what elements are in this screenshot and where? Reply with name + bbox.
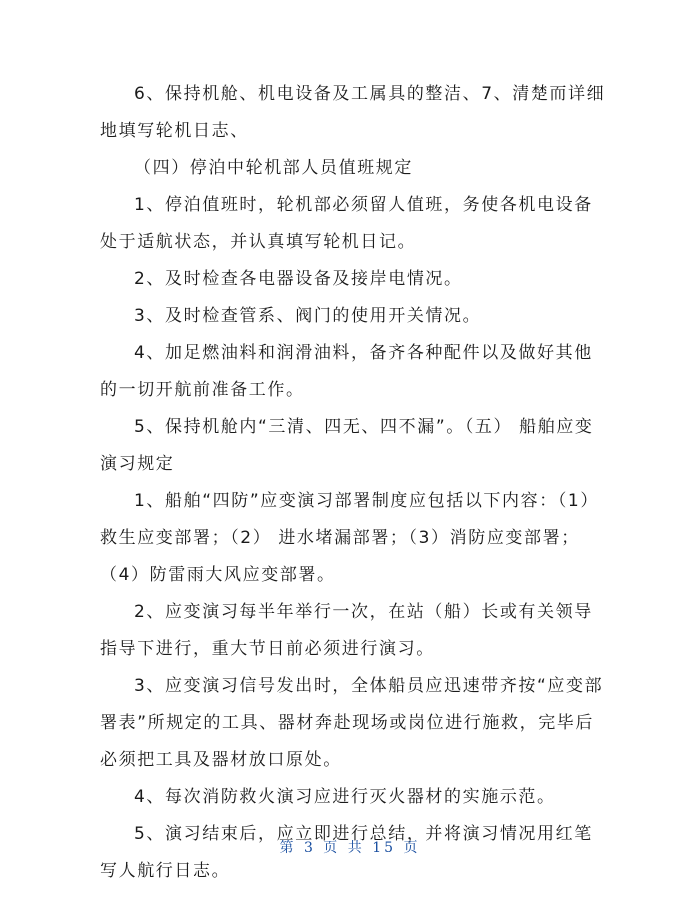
paragraph-drill-3: 3、应变演习信号发出时，全体船员应迅速带齐按“应变部署表”所规定的工具、器材奔赴现场或岗位进行施救，完毕后必须把工具及器材放口原处。 xyxy=(100,676,604,770)
paragraph-drill-2: 2、应变演习每半年举行一次，在站（船）长或有关领导指导下进行，重大节日前必须进行演习。 xyxy=(100,602,593,659)
paragraph-drill-4: 4、每次消防救火演习应进行灭火器材的实施示范。 xyxy=(134,787,556,807)
paragraph-berthing-4: 4、加足燃油料和润滑油料，备齐各种配件以及做好其他的一切开航前准备工作。 xyxy=(100,343,593,400)
paragraph-berthing-5-and-drill-heading: 5、保持机舱内“三清、四无、四不漏”。（五） 船舶应变演习规定 xyxy=(100,417,594,474)
section-heading-berthing-watch: （四）停泊中轮机部人员值班规定 xyxy=(134,158,413,178)
paragraph-drill-1: 1、船舶“四防”应变演习部署制度应包括以下内容：（1）救生应变部署；（2） 进水堵漏部署；（3）消防应变部署；（4）防雷雨大风应变部署。 xyxy=(100,491,599,585)
paragraph-6-cleanliness-and-log: 6、保持机舱、机电设备及工属具的整洁、7、清楚而详细地填写轮机日志、 xyxy=(100,84,606,141)
paragraph-drill-5: 5、演习结束后，应立即进行总结，并将演习情况用红笔写人航行日志。 xyxy=(100,824,593,881)
paragraph-berthing-1: 1、停泊值班时，轮机部必须留人值班，务使各机电设备处于适航状态，并认真填写轮机日记。 xyxy=(100,195,593,252)
page-number-footer: 第 3 页 共 15 页 xyxy=(279,840,421,856)
paragraph-berthing-2: 2、及时检查各电器设备及接岸电情况。 xyxy=(134,269,463,289)
paragraph-berthing-3: 3、及时检查管系、阀门的使用开关情况。 xyxy=(134,306,482,326)
document-body xyxy=(100,76,610,890)
